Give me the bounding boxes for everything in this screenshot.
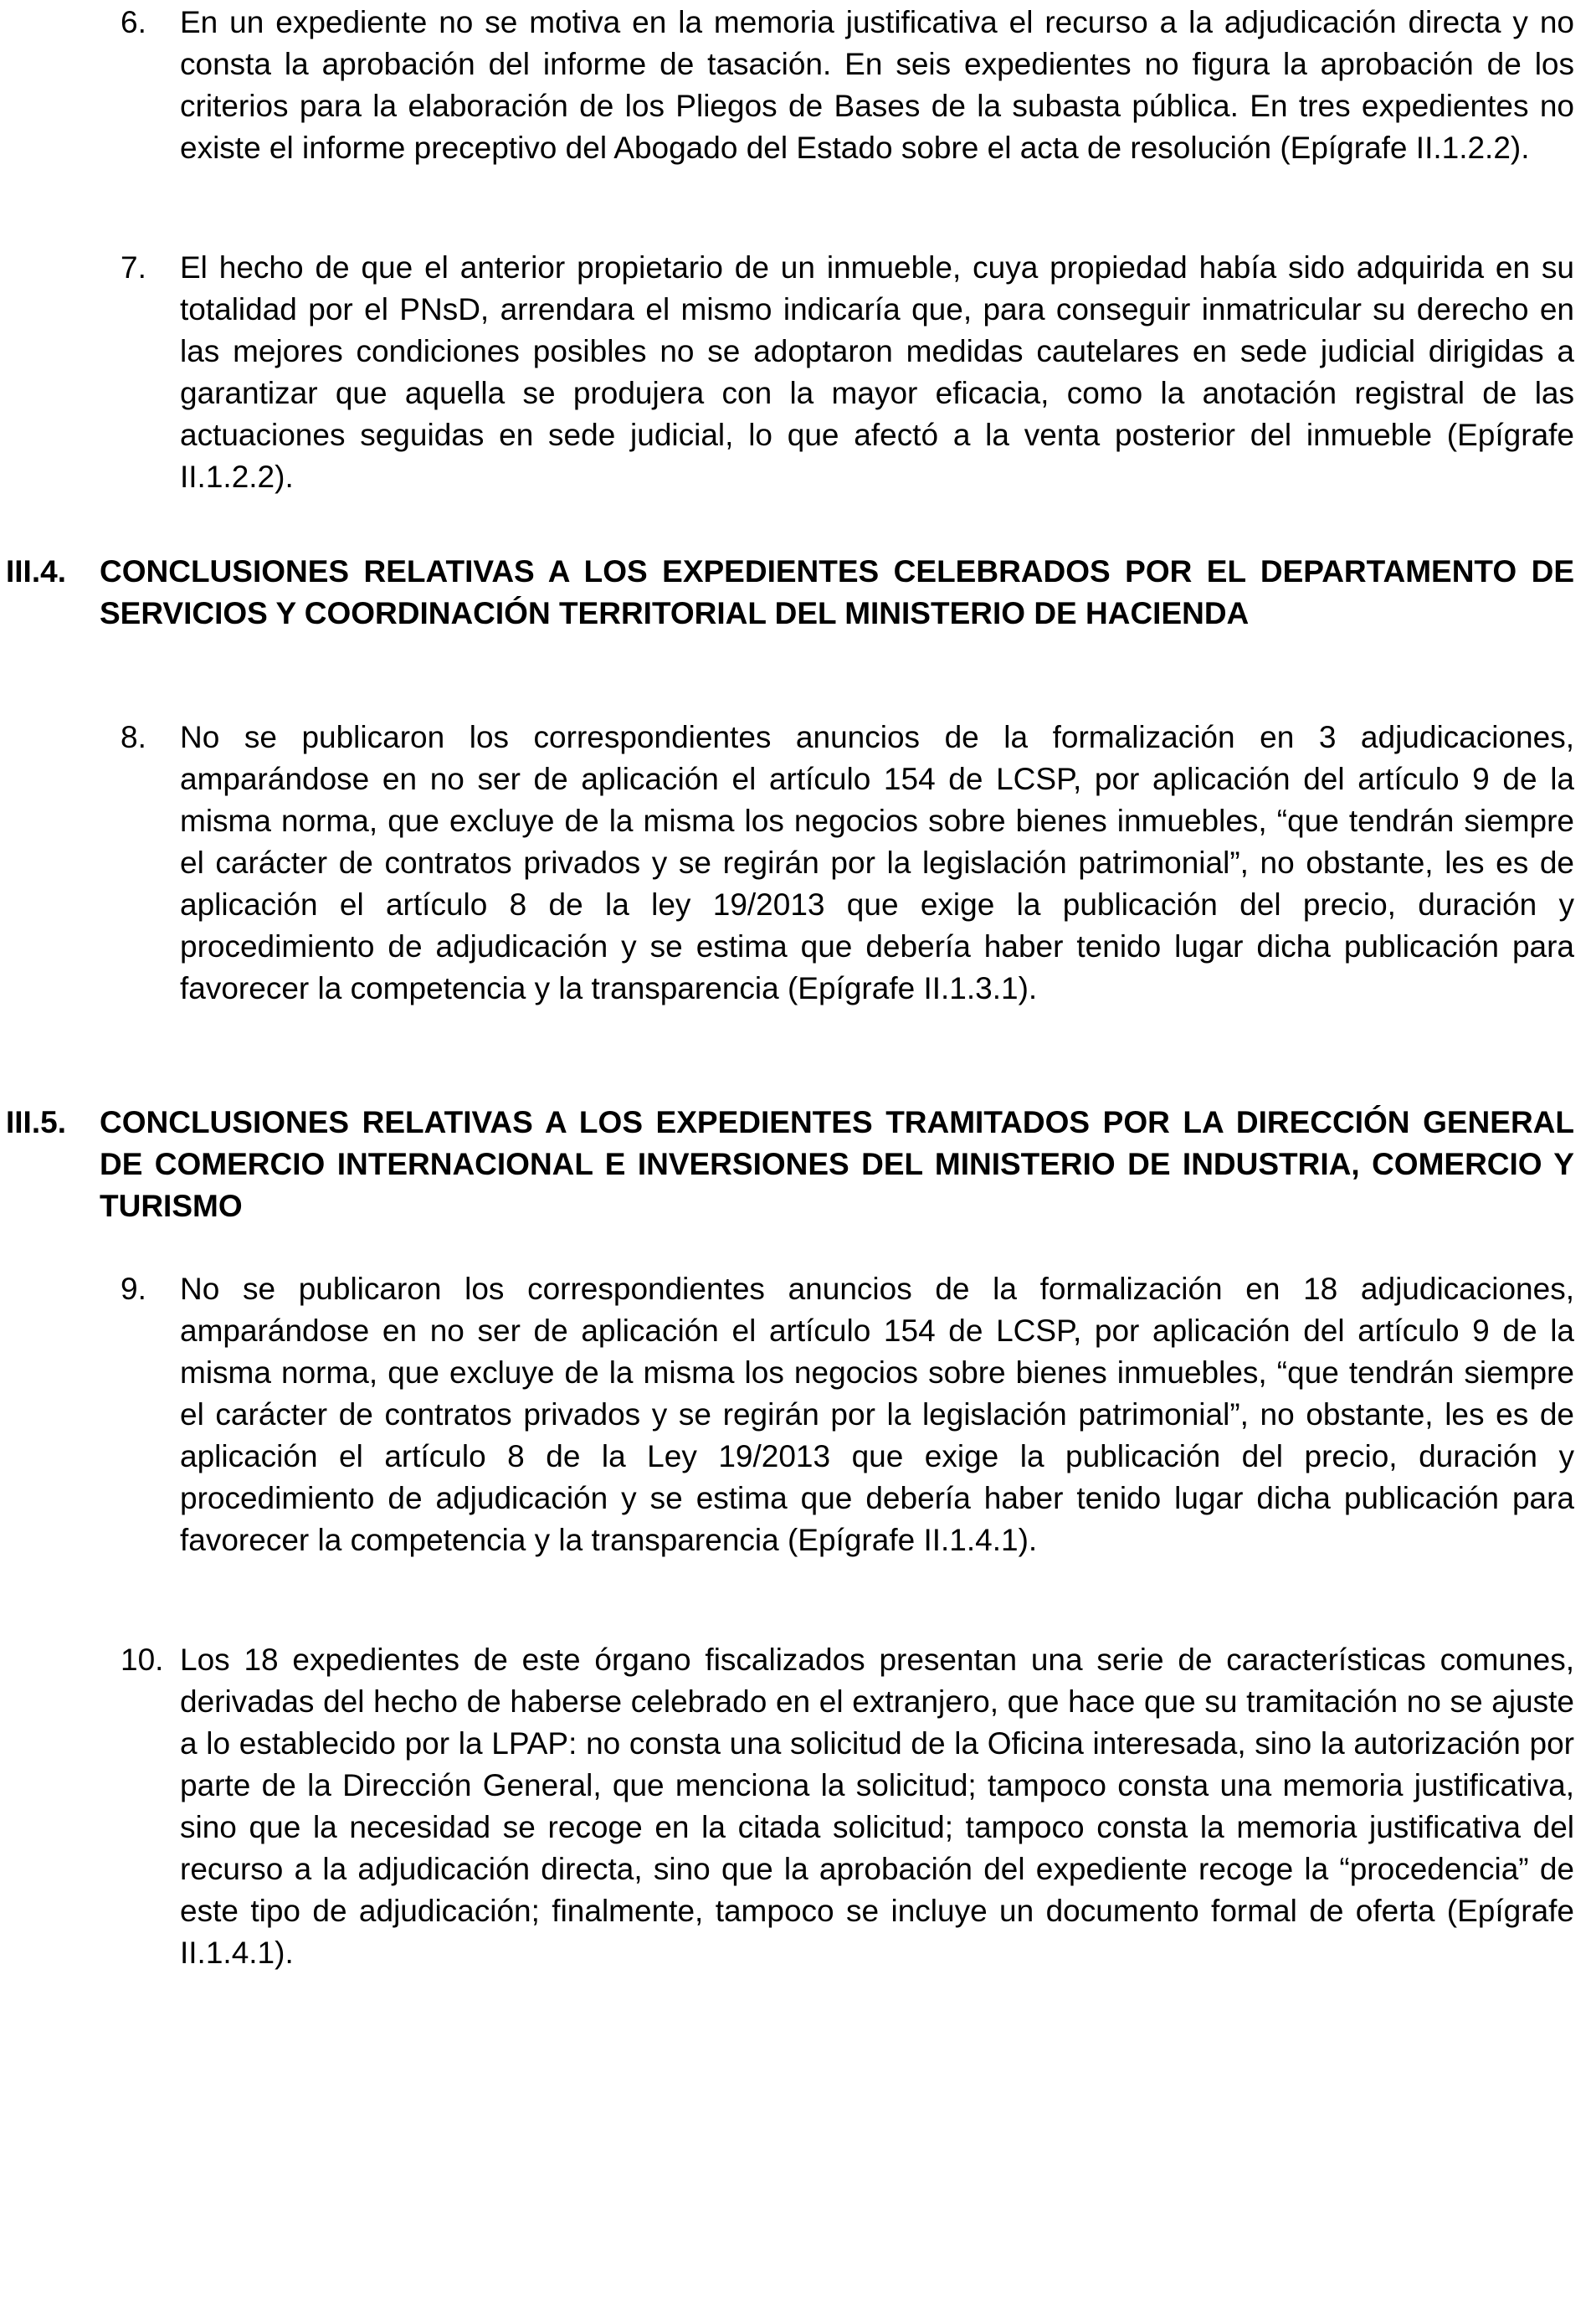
paragraph-number: 8.	[121, 720, 146, 754]
paragraph-text: Los 18 expedientes de este órgano fiscalizados presentan una serie de características comunes, derivadas del hecho de haberse celebrado en el extranjero, que hace que su tramitación no se ajuste a lo establecido por la LPAP: no consta una solicitud de la Oficina interesada, sino la autorización por parte de la Dirección General, que menciona la solicitud; tampoco consta una memoria justificativa, sino que la necesidad se recoge en la citada solicitud; tampoco consta la memoria justificativa del recurso a la adjudicación directa, sino que la aprobación del expediente recoge la “procedencia” de este tipo de adjudicación; finalmente, tampoco se incluye un documento formal de oferta (Epígrafe II.1.4.1).	[180, 1643, 1574, 1970]
paragraph-7	[121, 247, 1574, 498]
section-title: CONCLUSIONES RELATIVAS A LOS EXPEDIENTES CELEBRADOS POR EL DEPARTAMENTO DE SERVICIOS Y COORDINACIÓN TERRITORIAL DEL MINISTERIO DE HACIENDA	[100, 554, 1574, 630]
section-number: III.4.	[6, 554, 66, 589]
paragraph-10	[121, 1639, 1574, 1974]
paragraph-text: El hecho de que el anterior propietario de un inmueble, cuya propiedad había sido adquirida en su totalidad por el PNsD, arrendara el mismo indicaría que, para conseguir inmatricular su derecho en las mejores condiciones posibles no se adoptaron medidas cautelares en sede judicial dirigidas a garantizar que aquella se produjera con la mayor eficacia, como la anotación registral de las actuaciones seguidas en sede judicial, lo que afectó a la venta posterior del inmueble (Epígrafe II.1.2.2).	[180, 250, 1574, 494]
paragraph-text: En un expediente no se motiva en la memoria justificativa el recurso a la adjudicación directa y no consta la aprobación del informe de tasación. En seis expedientes no figura la aprobación de los criterios para la elaboración de los Pliegos de Bases de la subasta pública. En tres expedientes no existe el informe preceptivo del Abogado del Estado sobre el acta de resolución (Epígrafe II.1.2.2).	[180, 5, 1574, 165]
section-number: III.5.	[6, 1105, 66, 1139]
paragraph-6	[121, 2, 1574, 169]
paragraph-8	[121, 717, 1574, 1010]
paragraph-number: 6.	[121, 5, 146, 39]
paragraph-number: 7.	[121, 250, 146, 285]
paragraph-number: 10.	[121, 1643, 164, 1677]
paragraph-number: 9.	[121, 1272, 146, 1306]
paragraph-9	[121, 1268, 1574, 1561]
paragraph-text: No se publicaron los correspondientes anuncios de la formalización en 18 adjudicaciones, amparándose en no ser de aplicación el artículo 154 de LCSP, por aplicación del artículo 9 de la misma norma, que excluye de la misma los negocios sobre bienes inmuebles, “que tendrán siempre el carácter de contratos privados y se regirán por la legislación patrimonial”, no obstante, les es de aplicación el artículo 8 de la Ley 19/2013 que exige la publicación del precio, duración y procedimiento de adjudicación y se estima que debería haber tenido lugar dicha publicación para favorecer la competencia y la transparencia (Epígrafe II.1.4.1).	[180, 1272, 1574, 1557]
section-heading-iii-4	[6, 551, 1574, 635]
section-title: CONCLUSIONES RELATIVAS A LOS EXPEDIENTES TRAMITADOS POR LA DIRECCIÓN GENERAL DE COMERCIO INTERNACIONAL E INVERSIONES DEL MINISTERIO DE INDUSTRIA, COMERCIO Y TURISMO	[100, 1105, 1574, 1223]
paragraph-text: No se publicaron los correspondientes anuncios de la formalización en 3 adjudicaciones, amparándose en no ser de aplicación el artículo 154 de LCSP, por aplicación del artículo 9 de la misma norma, que excluye de la misma los negocios sobre bienes inmuebles, “que tendrán siempre el carácter de contratos privados y se regirán por la legislación patrimonial”, no obstante, les es de aplicación el artículo 8 de la ley 19/2013 que exige la publicación del precio, duración y procedimiento de adjudicación y se estima que debería haber tenido lugar dicha publicación para favorecer la competencia y la transparencia (Epígrafe II.1.3.1).	[180, 720, 1574, 1005]
section-heading-iii-5	[6, 1102, 1574, 1227]
